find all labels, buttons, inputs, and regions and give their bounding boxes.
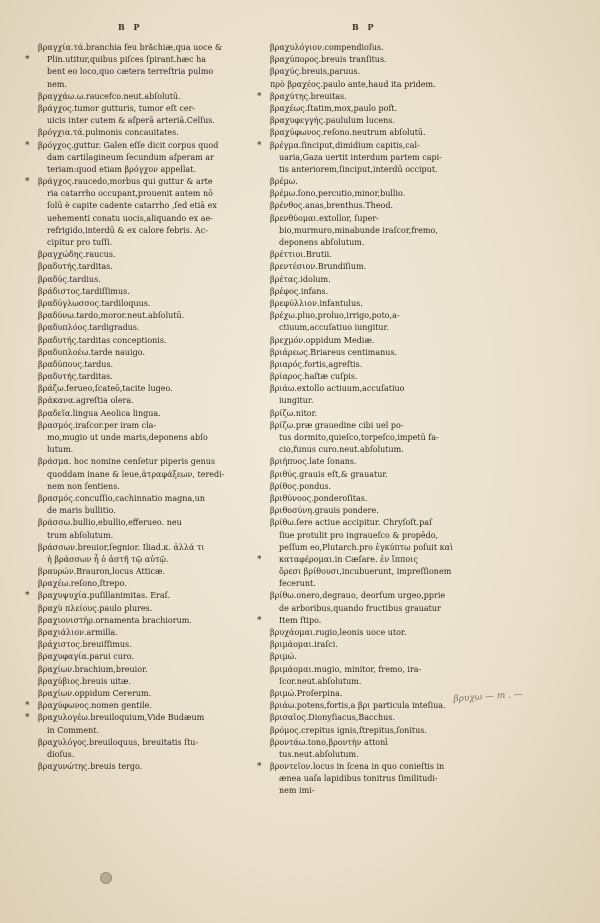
text-line xyxy=(270,530,490,542)
entry-text: refrigido,interdū & ex calore febris. Ac- xyxy=(47,225,208,235)
entry-text: βραδύπους.tardus. xyxy=(38,359,114,369)
text-line xyxy=(270,420,490,432)
text-line xyxy=(25,140,248,152)
entry-text: uehementi conatu uocis,aliquando ex ae- xyxy=(47,213,213,223)
entry-text: teriam:quod etiam βρόγχον appellat. xyxy=(47,164,196,174)
text-line xyxy=(270,603,490,615)
entry-text: βρασμός.concuſſio,cachinnatio magna,un xyxy=(38,493,206,503)
text-line xyxy=(270,213,490,225)
text-line xyxy=(38,749,248,761)
text-line xyxy=(38,517,248,529)
text-line xyxy=(270,127,490,139)
entry-text: πρὸ βραχέος.paulo ante,haud ita pridem. xyxy=(270,79,436,89)
asterisk-mark-icon: * xyxy=(257,615,262,626)
entry-text: uaria,Gaza uertit interdum partem capi- xyxy=(279,152,442,162)
text-line xyxy=(25,712,248,724)
entry-text: βριάω.potens,fortis,a βρι particula inteſiua. xyxy=(270,701,446,711)
text-line xyxy=(257,615,490,627)
entry-text: βραδυτής.tarditas. xyxy=(38,372,113,382)
entry-text: βριμώ. xyxy=(270,652,297,662)
entry-text: βραχύτης.breuitas. xyxy=(270,91,347,101)
text-line xyxy=(270,42,490,54)
text-line xyxy=(38,347,248,359)
asterisk-mark-icon: * xyxy=(25,140,30,151)
entry-text: βριμάομαι.iraſci. xyxy=(270,640,338,650)
entry-text: dam cartilagineum ſecundum aſperam ar xyxy=(47,152,214,162)
entry-text: βρίθω.ſere actiue accipitur. Chryſoſt.paſ xyxy=(270,518,432,528)
text-line xyxy=(38,664,248,676)
entry-text: βριάρεως.Briareus centimanus. xyxy=(270,347,398,357)
text-line xyxy=(38,432,248,444)
text-line xyxy=(270,164,490,176)
entry-text: βραχύφωνος.nomen gentile. xyxy=(38,701,152,711)
entry-text: tus.neut.abſolutum. xyxy=(279,749,359,759)
entry-text: βραδύνω.tardo,moror.neut.abſolutū. xyxy=(38,311,185,321)
text-line xyxy=(270,469,490,481)
text-line xyxy=(38,91,248,103)
entry-text: βριήπυος.late ſonans. xyxy=(270,457,357,467)
entry-text: βρυχάομαι.rugio,leonis uoce utor. xyxy=(270,628,407,637)
entry-text: βρίζω.nitor. xyxy=(270,408,318,418)
text-line xyxy=(270,176,490,188)
text-line xyxy=(38,274,248,286)
text-line xyxy=(270,749,490,761)
text-line xyxy=(38,578,248,590)
entry-text: βραδυτής.tarditas conceptionis. xyxy=(38,335,167,345)
text-line xyxy=(38,152,248,164)
entry-text: βριθύνοος.ponderoſitas. xyxy=(270,493,368,503)
entry-text: ἡ βράσσων ἦ ὁ ἀστῆ τῷ αὐτῷ. xyxy=(47,554,169,564)
asterisk-mark-icon: * xyxy=(25,713,30,724)
text-line xyxy=(25,54,248,66)
text-line xyxy=(270,773,490,785)
text-line xyxy=(270,517,490,529)
page-header-left: B P xyxy=(118,22,143,32)
text-line xyxy=(270,432,490,444)
entry-text: βραχέω.reſono,ſtrepo. xyxy=(38,579,127,589)
text-line xyxy=(270,395,490,407)
text-line xyxy=(38,42,248,54)
entry-text: βρενθύομαι.extollor, ſuper- xyxy=(270,213,379,223)
entry-text: βρόγχια.τά.pulmonis concauitates. xyxy=(38,128,179,138)
entry-text: peſſum eo,Plutarch.pro ἐγκύπτω poſuit καὶ xyxy=(279,542,454,552)
entry-text: ænea uaſa lapidibus tonitrus ſimilitudi- xyxy=(279,774,438,784)
asterisk-mark-icon: * xyxy=(25,177,30,188)
text-line xyxy=(38,505,248,517)
entry-text: βριθοσύνη.grauis pondere. xyxy=(270,506,379,516)
text-line xyxy=(38,249,248,261)
entry-text: βραχυλογέω.breuiloquium,Vide Budæum xyxy=(38,713,205,723)
text-line xyxy=(38,725,248,737)
text-line xyxy=(270,274,490,286)
text-line xyxy=(38,444,248,456)
text-line xyxy=(38,127,248,139)
right-column xyxy=(257,42,490,798)
entry-text: βρένθος.anas,brenthus.Theod. xyxy=(270,201,394,211)
text-line xyxy=(270,578,490,590)
entry-text: βριάω.extollo actiuum,accuſatiuo xyxy=(270,384,405,394)
text-line xyxy=(270,237,490,249)
text-line xyxy=(38,237,248,249)
entry-text: βραδύγλωσσος.tardiloquus. xyxy=(38,298,151,308)
handwritten-margin-note: βρυχω — m . — xyxy=(453,689,524,705)
entry-text: cipitur pro tuſſi. xyxy=(47,238,113,247)
entry-text: Plin.utitur,quibus piſces ſpirant.hæc ha xyxy=(47,55,206,65)
text-line xyxy=(270,310,490,322)
text-line xyxy=(270,54,490,66)
asterisk-mark-icon: * xyxy=(25,701,30,712)
entry-text: βραχυψυχία.puſillanimitas. Eraſ. xyxy=(38,591,171,601)
entry-text: βραχύβιος.breuis uitæ. xyxy=(38,676,132,686)
entry-text: uicis inter cutem & aſperā arteriā.Celſus. xyxy=(47,116,215,126)
asterisk-mark-icon: * xyxy=(257,91,262,102)
entry-text: βράγχος.tumor gutturis, tumor eſt cer- xyxy=(38,103,196,113)
text-line xyxy=(270,785,490,797)
text-line xyxy=(270,115,490,127)
text-line xyxy=(38,493,248,505)
text-line xyxy=(270,152,490,164)
entry-text: trum abſolutum. xyxy=(47,530,114,540)
entry-text: βραδυπλοέω.tarde nauigo. xyxy=(38,347,145,357)
text-line xyxy=(38,688,248,700)
text-line xyxy=(270,456,490,468)
text-line xyxy=(270,725,490,737)
text-line xyxy=(270,359,490,371)
entry-text: nem. xyxy=(47,79,68,89)
entry-text: βραδεῖα.lingua Aeolica lingua. xyxy=(38,408,161,418)
text-line xyxy=(270,347,490,359)
entry-text: βρισαῖος.Dionyſiacus,Bacchus. xyxy=(270,713,395,723)
entry-text: βράσμα. hoc nomine cenſetur piperis genus xyxy=(38,457,216,467)
entry-text: βρέχω.pluo,proluo,irrigo,poto,a- xyxy=(270,311,400,321)
entry-text: βρέττιοι.Brutii. xyxy=(270,250,332,260)
text-line xyxy=(270,590,490,602)
text-line xyxy=(270,188,490,200)
left-column xyxy=(25,42,248,773)
entry-text: βράδιστος.tardiſſimus. xyxy=(38,286,130,296)
entry-text: βράχιστος.breuiſſimus. xyxy=(38,640,132,650)
entry-text: βρίθος.pondus. xyxy=(270,481,332,491)
text-line xyxy=(38,542,248,554)
entry-text: βραδυτής.tarditas. xyxy=(38,262,113,272)
text-line xyxy=(270,200,490,212)
text-line xyxy=(38,310,248,322)
entry-text: βραχυνώτης.breuis tergo. xyxy=(38,762,143,772)
text-line xyxy=(270,627,490,639)
asterisk-mark-icon: * xyxy=(257,554,262,565)
entry-text: βρέγμα.ſinciput,dimidium capitis,cal- xyxy=(270,140,420,150)
text-line xyxy=(38,225,248,237)
entry-text: de arboribus,quando fructibus grauatur xyxy=(279,603,441,613)
text-line xyxy=(38,469,248,481)
entry-text: fecerunt. xyxy=(279,579,316,589)
entry-text: βρίζω.præ grauedine cibi uel po- xyxy=(270,420,404,430)
text-line xyxy=(38,615,248,627)
text-line xyxy=(270,371,490,383)
entry-text: quoddam inane & leue,ἀτραφάξεων, teredi- xyxy=(47,469,225,479)
text-line xyxy=(38,103,248,115)
text-line xyxy=(270,542,490,554)
text-line xyxy=(38,359,248,371)
text-line xyxy=(38,335,248,347)
text-line xyxy=(38,115,248,127)
text-line xyxy=(38,298,248,310)
entry-text: βραχύπορος.breuis tranſitus. xyxy=(270,55,387,65)
text-line xyxy=(270,335,490,347)
text-line xyxy=(25,590,248,602)
text-line xyxy=(38,566,248,578)
entry-text: βραχυφαγία.parui curo. xyxy=(38,652,134,662)
text-line xyxy=(38,371,248,383)
entry-text: βραχέως.ſtatim,mox,paulo poſt. xyxy=(270,103,398,113)
entry-text: βραδυπλόος.tardigradus. xyxy=(38,323,140,333)
text-line xyxy=(257,761,490,773)
asterisk-mark-icon: * xyxy=(25,55,30,66)
text-line xyxy=(25,176,248,188)
text-line xyxy=(257,140,490,152)
entry-text: βραχύς.breuis,paruus. xyxy=(270,67,361,77)
entry-text: lutum. xyxy=(47,445,74,455)
text-line xyxy=(270,322,490,334)
entry-text: ſolū è capite cadente catarrho ,ſed etiā ex xyxy=(47,201,217,211)
text-line xyxy=(38,554,248,566)
text-line xyxy=(270,481,490,493)
text-line xyxy=(38,200,248,212)
entry-text: βρασμός.iraſcor.per iram cla- xyxy=(38,420,157,430)
text-line xyxy=(270,444,490,456)
text-line xyxy=(38,188,248,200)
entry-text: ſiue protulit pro ingraueſco & propēdo, xyxy=(279,530,439,540)
text-line xyxy=(270,505,490,517)
text-line xyxy=(270,103,490,115)
entry-text: deponens abſolutum. xyxy=(279,238,365,247)
text-line xyxy=(38,627,248,639)
text-line xyxy=(270,249,490,261)
entry-text: βριμάομαι.mugio, minitor, fremo, ira- xyxy=(270,664,422,674)
text-line xyxy=(38,395,248,407)
entry-text: βραχιάλιον.armilla. xyxy=(38,628,118,637)
text-line xyxy=(270,493,490,505)
entry-text: dioſus. xyxy=(47,749,75,759)
entry-text: βρεχμόν.oppidum Mediæ. xyxy=(270,335,375,345)
text-line xyxy=(270,651,490,663)
asterisk-mark-icon: * xyxy=(25,591,30,602)
entry-text: βριαρός.fortis,agreſtis. xyxy=(270,359,363,369)
text-line xyxy=(270,737,490,749)
entry-text: βραχύφωνος.reſono.neutrum abſolutū. xyxy=(270,128,426,138)
text-line xyxy=(38,481,248,493)
entry-text: iungitur. xyxy=(279,396,314,406)
entry-text: ὄρεσι βρίθουσι,incubuerunt, impreſſionem xyxy=(279,567,452,577)
entry-text: βρέμω. xyxy=(270,177,298,187)
text-line xyxy=(270,225,490,237)
entry-text: βράζω.ferueo,ſcateō,tacite lugeo. xyxy=(38,384,173,394)
entry-text: βραγχώδης.raucus. xyxy=(38,250,116,260)
text-line xyxy=(38,761,248,773)
text-line xyxy=(38,213,248,225)
entry-text: βρίαρος.haſtæ cuſpis. xyxy=(270,372,358,382)
entry-text: nem non ſentiens. xyxy=(47,481,120,491)
entry-text: βραχὺ πλείους.paulo plures. xyxy=(38,603,153,613)
text-line xyxy=(38,261,248,273)
entry-text: βρεντέσιον.Brundiſium. xyxy=(270,262,367,272)
text-line xyxy=(38,66,248,78)
text-line xyxy=(270,566,490,578)
entry-text: βρεφύλλιον.infantulus. xyxy=(270,298,363,308)
text-line xyxy=(270,298,490,310)
text-line xyxy=(38,383,248,395)
entry-text: tus dormito,quieſco,torpeſco,impetū fa- xyxy=(279,433,439,442)
entry-text: βρίθω.onero,degrauo, deorſum urgeo,pprie xyxy=(270,591,446,601)
text-line xyxy=(257,554,490,566)
entry-text: ria catarrho occupant,prouenit autem nō xyxy=(47,189,213,199)
entry-text: bent eo loco,quo cætera terreſtria pulmo xyxy=(47,67,214,77)
entry-text: βραχίων.brachium,breuior. xyxy=(38,664,148,674)
paper-mark xyxy=(100,872,112,884)
text-line xyxy=(38,639,248,651)
text-line xyxy=(38,164,248,176)
text-line xyxy=(270,383,490,395)
entry-text: καταφέρομαι.in Cæſare. ἐν ἵπποις xyxy=(279,554,418,564)
entry-text: βράσσων.breuior,ſegnior. Iliad.κ. ἀλλά τι xyxy=(38,542,205,552)
text-line xyxy=(270,676,490,688)
text-line xyxy=(38,79,248,91)
text-line xyxy=(270,261,490,273)
text-line xyxy=(38,322,248,334)
text-line xyxy=(38,420,248,432)
entry-text: ctiuum,accuſatiuo iungitur. xyxy=(279,323,389,333)
asterisk-mark-icon: * xyxy=(257,140,262,151)
text-line xyxy=(270,66,490,78)
entry-text: βροντάω.tono,βροντὴν attonī xyxy=(270,737,388,747)
entry-text: βραυρών.Brauron,locus Atticæ. xyxy=(38,567,166,577)
entry-text: bio,murmuro,minabunde iraſcor,fremo, xyxy=(279,225,438,235)
entry-text: βρόγχος.guttur. Galen eſſe dicit corpus quod xyxy=(38,140,219,150)
text-line xyxy=(270,664,490,676)
entry-text: βραγχάω.ω.raucefco.neut.abſolutū. xyxy=(38,91,181,101)
text-line xyxy=(38,676,248,688)
entry-text: βροντεῖον.locus in ſcena in quo conieſtis in xyxy=(270,762,445,772)
entry-text: nem imi- xyxy=(279,786,315,796)
text-line xyxy=(38,603,248,615)
entry-text: ſcor.neut.abſolutum. xyxy=(279,676,362,686)
text-line xyxy=(270,79,490,91)
entry-text: βραχιονιστήρ.ornamenta brachiorum. xyxy=(38,615,192,625)
text-line xyxy=(38,651,248,663)
page-header-right: B P xyxy=(352,22,377,32)
text-line xyxy=(25,700,248,712)
entry-text: βραχυφεγγής.paululum lucens. xyxy=(270,116,395,126)
entry-text: cio,funus curo.neut.abſolutum. xyxy=(279,445,404,455)
entry-text: βρέμω.ſono,percutio,minor,bullio. xyxy=(270,189,406,199)
entry-text: βράγχος.raucedo,morbus qui guttur & arte xyxy=(38,177,213,187)
text-line xyxy=(270,408,490,420)
entry-text: βράσσω.bullio,ebullio,efferueo. neu xyxy=(38,518,182,528)
entry-text: βριθύς.grauis eſt,& grauatur. xyxy=(270,469,388,479)
text-line xyxy=(38,737,248,749)
text-line xyxy=(38,456,248,468)
entry-text: βρέτας.idolum. xyxy=(270,274,331,284)
entry-text: in Comment. xyxy=(47,725,100,735)
entry-text: βραχίων.oppidum Cererum. xyxy=(38,688,152,698)
asterisk-mark-icon: * xyxy=(257,762,262,773)
text-line xyxy=(38,408,248,420)
text-line xyxy=(38,530,248,542)
entry-text: de maris bullitio. xyxy=(47,506,116,516)
entry-text: βραχυλόγος.breuiloquus, breuitatis ſtu- xyxy=(38,737,199,747)
text-line xyxy=(270,639,490,651)
entry-text: βρόμος.crepitus ignis,ſtrepitus,ſonitus. xyxy=(270,725,427,735)
entry-text: tis anteriorem,ſinciput,interdū occiput. xyxy=(279,164,438,174)
entry-text: βράκανα.agreſtia olera. xyxy=(38,396,134,406)
text-line xyxy=(257,91,490,103)
text-line xyxy=(38,286,248,298)
entry-text: βραδύς.tardius. xyxy=(38,274,101,284)
entry-text: βρέφος.infans. xyxy=(270,286,329,296)
entry-text: βριμώ.Proſerpina. xyxy=(270,688,343,698)
entry-text: βραχυλόγιον.compendioſus. xyxy=(270,43,384,52)
entry-text: mo,mugio ut unde maris,deponens abſo xyxy=(47,433,208,442)
text-line xyxy=(270,286,490,298)
entry-text: βραγχία.τά.branchia feu brăchiæ,qua uoce & xyxy=(38,43,222,52)
entry-text: Item ſtipo. xyxy=(279,615,322,625)
